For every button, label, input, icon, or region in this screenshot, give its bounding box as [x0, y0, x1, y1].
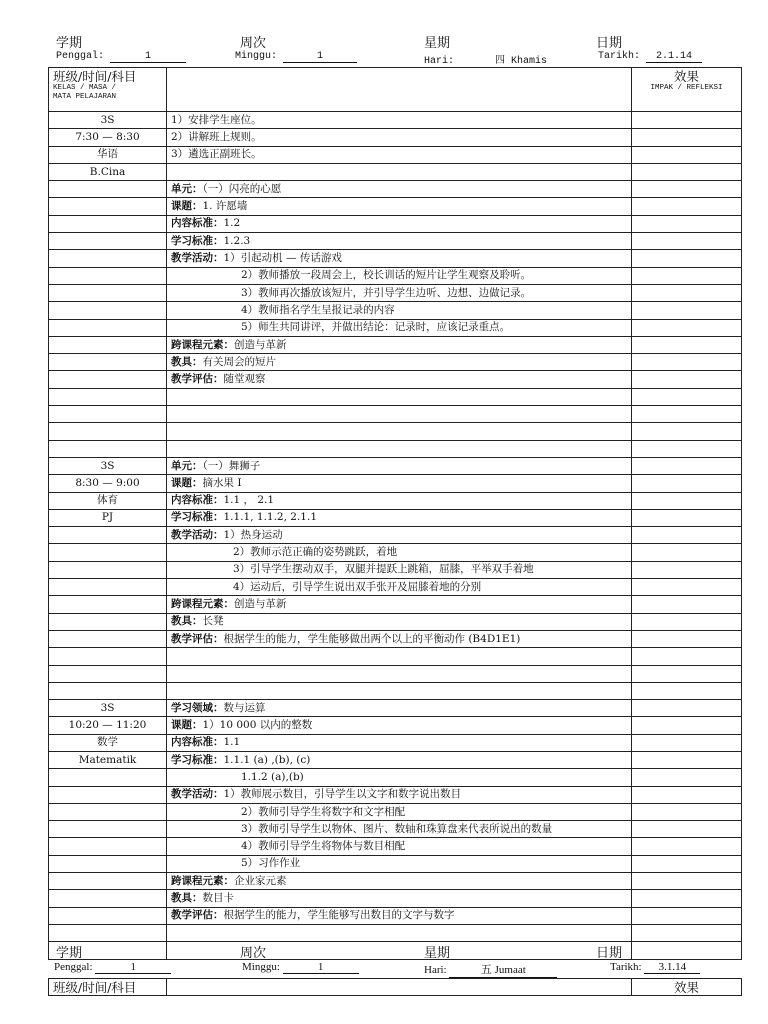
table-row — [49, 284, 742, 301]
kelas-masa-cell — [49, 630, 167, 647]
content-cell — [167, 112, 632, 129]
impak-cell — [632, 769, 742, 786]
field-value: 1）10 000 以内的整数 — [202, 719, 313, 732]
content-cell — [167, 924, 632, 941]
impak-cell — [632, 855, 742, 872]
table-row — [49, 440, 742, 457]
content-cell — [167, 907, 632, 924]
kelas-masa-cell: 3S — [49, 112, 167, 129]
col-kelas-sub2: MATA PELAJARAN — [53, 93, 117, 101]
content-cell — [167, 319, 632, 336]
kelas-masa-cell — [49, 336, 167, 353]
table-row — [49, 821, 742, 838]
col-impak-header-2: 效果 — [632, 979, 742, 996]
content-cell — [167, 302, 632, 319]
kelas-masa-cell — [49, 682, 167, 699]
table-row — [49, 803, 742, 820]
kelas-masa-cell — [49, 319, 167, 336]
impak-cell — [632, 388, 742, 405]
header-top — [48, 32, 740, 66]
table-row — [49, 198, 742, 215]
field-key: 教学活动： — [171, 252, 224, 265]
table-row — [49, 215, 742, 232]
table-row — [49, 336, 742, 353]
table-row — [49, 129, 742, 146]
field-value: 1.1.2 (a),(b) — [241, 770, 304, 783]
table-row — [49, 630, 742, 647]
impak-cell — [632, 544, 742, 561]
kelas-masa-cell — [49, 907, 167, 924]
kelas-masa-cell: PJ — [49, 509, 167, 526]
kelas-masa-cell — [49, 544, 167, 561]
kelas-masa-cell — [49, 250, 167, 267]
table-row — [49, 475, 742, 492]
impak-cell — [632, 406, 742, 423]
impak-cell — [632, 682, 742, 699]
kelas-masa-cell — [49, 406, 167, 423]
hari-cn-label-2: 星期 — [424, 946, 451, 961]
table-row — [49, 648, 742, 665]
field-value: 1.2 — [223, 217, 241, 230]
field-value: 摘水果 I — [202, 476, 242, 489]
table-row — [49, 406, 742, 423]
kelas-masa-cell: 7:30 — 8:30 — [49, 129, 167, 146]
header-bottom — [48, 942, 740, 976]
impak-cell — [632, 475, 742, 492]
field-value: 根据学生的能力，学生能够写出数目的文字与数字 — [223, 909, 455, 922]
impak-cell — [632, 215, 742, 232]
kelas-masa-cell — [49, 613, 167, 630]
content-cell — [167, 354, 632, 371]
col-impak-header — [632, 68, 742, 112]
kelas-masa-cell — [49, 371, 167, 388]
content-cell — [167, 821, 632, 838]
field-key: 单元： — [171, 459, 203, 472]
kelas-masa-cell — [49, 786, 167, 803]
content-cell — [167, 786, 632, 803]
table-row — [49, 769, 742, 786]
impak-cell — [632, 492, 742, 509]
table-row — [49, 924, 742, 941]
table-row — [49, 751, 742, 768]
table-row — [49, 492, 742, 509]
impak-cell — [632, 146, 742, 163]
kelas-masa-cell — [49, 233, 167, 250]
impak-cell — [632, 371, 742, 388]
kelas-masa-cell — [49, 890, 167, 907]
field-value: 1）热身运动 — [223, 528, 283, 541]
field-key: 单元： — [171, 182, 203, 195]
field-key: 教学评估： — [171, 632, 224, 645]
table-row — [49, 250, 742, 267]
field-key: 内容标准： — [171, 494, 224, 507]
content-cell — [167, 388, 632, 405]
field-value: 3）遴选正副班长。 — [171, 148, 262, 161]
impak-cell — [632, 924, 742, 941]
content-cell — [167, 648, 632, 665]
kelas-masa-cell: Matematik — [49, 751, 167, 768]
lesson-plan-table-2-header — [48, 978, 742, 996]
table-row — [49, 423, 742, 440]
minggu-cn-label: 周次 — [240, 36, 267, 51]
field-key: 教具： — [171, 892, 203, 904]
impak-cell — [632, 354, 742, 371]
kelas-masa-cell — [49, 665, 167, 682]
impak-cell — [632, 751, 742, 768]
content-cell — [167, 734, 632, 751]
table-row — [49, 302, 742, 319]
kelas-masa-cell — [49, 596, 167, 613]
content-cell — [167, 700, 632, 717]
impak-cell — [632, 163, 742, 180]
field-key: 学习标准： — [171, 511, 224, 524]
field-value: 1.2.3 — [223, 234, 251, 247]
col-content-header — [167, 68, 632, 112]
kelas-masa-cell: 体育 — [49, 492, 167, 509]
hari-field: Hari: 四 Khamis — [424, 51, 582, 68]
field-value: 4）运动后，引导学生说出双手张开及屈膝着地的分别 — [233, 580, 482, 593]
table-row — [49, 233, 742, 250]
content-cell — [167, 682, 632, 699]
content-cell — [167, 527, 632, 544]
impak-cell — [632, 457, 742, 474]
col-kelas-title: 班级/时间/科目 — [53, 69, 137, 84]
kelas-masa-cell — [49, 440, 167, 457]
content-cell — [167, 596, 632, 613]
field-value: 随堂观察 — [223, 373, 266, 386]
kelas-masa-cell — [49, 527, 167, 544]
field-value: 创造与革新 — [234, 338, 287, 351]
table-row — [49, 838, 742, 855]
impak-cell — [632, 198, 742, 215]
impak-cell — [632, 803, 742, 820]
impak-cell — [632, 336, 742, 353]
tarikh-cn-label-2: 日期 — [596, 946, 623, 961]
content-cell — [167, 198, 632, 215]
kelas-masa-cell: 8:30 — 9:00 — [49, 475, 167, 492]
kelas-masa-cell — [49, 855, 167, 872]
content-cell — [167, 371, 632, 388]
impak-cell — [632, 821, 742, 838]
impak-cell — [632, 561, 742, 578]
table-row — [49, 561, 742, 578]
impak-cell — [632, 907, 742, 924]
content-cell — [167, 544, 632, 561]
table-row — [49, 319, 742, 336]
penggal-cn-label: 学期 — [56, 36, 83, 51]
field-value: 2）教师播放一段周会上，校长训话的短片让学生观察及聆听。 — [241, 269, 532, 282]
field-value: 数目卡 — [202, 892, 234, 904]
tarikh-cn-label: 日期 — [596, 36, 623, 51]
content-cell — [167, 579, 632, 596]
kelas-masa-cell — [49, 198, 167, 215]
field-key: 内容标准： — [171, 736, 224, 749]
table-row — [49, 855, 742, 872]
content-cell — [167, 129, 632, 146]
content-cell — [167, 855, 632, 872]
content-cell — [167, 475, 632, 492]
impak-cell — [632, 873, 742, 890]
minggu-cn-label-2: 周次 — [240, 946, 267, 961]
tarikh-field-2: Tarikh: 3.1.14 — [610, 961, 700, 974]
table-row — [49, 457, 742, 474]
content-cell — [167, 284, 632, 301]
kelas-masa-cell — [49, 769, 167, 786]
penggal-cn-label-2: 学期 — [56, 946, 83, 961]
field-value: （一）闪亮的心愿 — [202, 182, 282, 195]
content-cell — [167, 630, 632, 647]
content-cell — [167, 215, 632, 232]
field-key: 学习标准： — [171, 753, 224, 766]
content-cell — [167, 492, 632, 509]
field-key: 跨课程元素： — [171, 874, 234, 887]
table-header-row — [49, 68, 742, 112]
table-row — [49, 665, 742, 682]
field-value: 2）教师示范正确的姿势跳跃，着地 — [233, 546, 398, 559]
table-row — [49, 890, 742, 907]
table-row — [49, 613, 742, 630]
field-key: 内容标准： — [171, 217, 224, 230]
field-value: 数与运算 — [223, 701, 266, 714]
field-value: 1.1.1 (a) ,(b), (c) — [223, 753, 311, 766]
table-row — [49, 682, 742, 699]
impak-cell — [632, 630, 742, 647]
hari-cn-label: 星期 — [424, 36, 451, 51]
content-cell — [167, 233, 632, 250]
table-row — [49, 371, 742, 388]
table-header-row-2 — [49, 979, 742, 996]
table-row — [49, 700, 742, 717]
kelas-masa-cell: B.Cina — [49, 163, 167, 180]
field-key: 学习标准： — [171, 234, 224, 247]
impak-cell — [632, 181, 742, 198]
field-value: 企业家元素 — [234, 874, 287, 887]
impak-cell — [632, 613, 742, 630]
kelas-masa-cell — [49, 302, 167, 319]
impak-cell — [632, 509, 742, 526]
kelas-masa-cell — [49, 284, 167, 301]
kelas-masa-cell — [49, 388, 167, 405]
hari-field-2: Hari: 五 Jumaat — [424, 961, 557, 978]
content-cell — [167, 838, 632, 855]
impak-cell — [632, 423, 742, 440]
kelas-masa-cell — [49, 181, 167, 198]
penggal-field-2: Penggal: 1 — [54, 961, 171, 974]
field-key: 教学活动： — [171, 788, 224, 801]
impak-cell — [632, 284, 742, 301]
content-cell — [167, 803, 632, 820]
kelas-masa-cell: 数学 — [49, 734, 167, 751]
table-row — [49, 544, 742, 561]
kelas-masa-cell — [49, 561, 167, 578]
field-key: 教学评估： — [171, 373, 224, 386]
field-value: 1.1 — [223, 736, 241, 749]
kelas-masa-cell — [49, 354, 167, 371]
field-value: 2）讲解班上规则。 — [171, 130, 262, 143]
field-key: 教学活动： — [171, 528, 224, 541]
penggal-field: Penggal: 1 — [56, 51, 186, 63]
field-value: 2）教师引导学生将数字和文字相配 — [241, 805, 406, 818]
field-value: （一）舞狮子 — [202, 459, 261, 472]
kelas-masa-cell — [49, 873, 167, 890]
kelas-masa-cell: 10:20 — 11:20 — [49, 717, 167, 734]
table-row — [49, 786, 742, 803]
impak-cell — [632, 579, 742, 596]
table-row — [49, 873, 742, 890]
kelas-masa-cell — [49, 423, 167, 440]
impak-cell — [632, 319, 742, 336]
table-row — [49, 163, 742, 180]
content-cell — [167, 613, 632, 630]
field-value: 1.1.1, 1.1.2, 2.1.1 — [223, 511, 318, 524]
col-kelas-sub1: KELAS / MASA / — [53, 84, 117, 92]
impak-cell — [632, 648, 742, 665]
field-value: 4）教师引导学生将物体与数目相配 — [241, 840, 406, 853]
kelas-masa-cell: 华语 — [49, 146, 167, 163]
content-cell — [167, 267, 632, 284]
field-key: 跨课程元素： — [171, 597, 234, 610]
impak-cell — [632, 267, 742, 284]
field-value: 有关周会的短片 — [202, 355, 276, 368]
field-key: 课题： — [171, 719, 203, 732]
field-key: 教具： — [171, 615, 203, 628]
content-cell — [167, 457, 632, 474]
impak-cell — [632, 838, 742, 855]
impak-cell — [632, 112, 742, 129]
field-value: 1）安排学生座位。 — [171, 113, 262, 126]
col-content-header-2 — [167, 979, 632, 996]
field-value: 1）教师展示数目，引导学生以文字和数字说出数目 — [223, 788, 462, 801]
content-cell — [167, 751, 632, 768]
impak-cell — [632, 440, 742, 457]
table-row — [49, 267, 742, 284]
col-kelas-header-2: 班级/时间/科目 — [49, 979, 167, 996]
content-cell — [167, 440, 632, 457]
kelas-masa-cell — [49, 924, 167, 941]
content-cell — [167, 665, 632, 682]
field-key: 课题： — [171, 476, 203, 489]
content-cell — [167, 336, 632, 353]
table-row — [49, 907, 742, 924]
table-row — [49, 509, 742, 526]
lesson-plan-table — [48, 67, 742, 960]
field-value: 5）师生共同讲评，并做出结论：记录时，应该记录重点。 — [241, 321, 511, 334]
impak-cell — [632, 717, 742, 734]
kelas-masa-cell — [49, 821, 167, 838]
impak-cell — [632, 734, 742, 751]
field-value: 1. 许愿墙 — [202, 200, 248, 213]
field-value: 5）习作作业 — [241, 857, 301, 870]
table-row — [49, 354, 742, 371]
kelas-masa-cell: 3S — [49, 700, 167, 717]
table-row — [49, 388, 742, 405]
impak-cell — [632, 786, 742, 803]
kelas-masa-cell — [49, 803, 167, 820]
impak-cell — [632, 700, 742, 717]
impak-cell — [632, 233, 742, 250]
field-key: 教具： — [171, 355, 203, 368]
field-value: 1）引起动机 — 传话游戏 — [223, 252, 342, 265]
table-row — [49, 734, 742, 751]
content-cell — [167, 250, 632, 267]
impak-cell — [632, 527, 742, 544]
table-row — [49, 146, 742, 163]
kelas-masa-cell — [49, 267, 167, 284]
field-value: 3）引导学生摆动双手，双腿并提跃上跳箱，屈膝，平举双手着地 — [233, 563, 534, 576]
minggu-field: Minggu: 1 — [235, 51, 357, 63]
impak-cell — [632, 890, 742, 907]
impak-cell — [632, 129, 742, 146]
content-cell — [167, 509, 632, 526]
field-value: 创造与革新 — [234, 597, 287, 610]
content-cell — [167, 181, 632, 198]
content-cell — [167, 406, 632, 423]
kelas-masa-cell — [49, 838, 167, 855]
tarikh-field: Tarikh: 2.1.14 — [598, 51, 702, 63]
table-row — [49, 579, 742, 596]
content-cell — [167, 423, 632, 440]
col-impak-sub: IMPAK / REFLEKSI — [650, 84, 723, 92]
field-value: 长凳 — [202, 615, 224, 628]
field-key: 教学评估： — [171, 909, 224, 922]
field-value: 1.1 ， 2.1 — [223, 494, 275, 507]
table-row — [49, 181, 742, 198]
content-cell — [167, 890, 632, 907]
kelas-masa-cell — [49, 579, 167, 596]
kelas-masa-cell — [49, 648, 167, 665]
field-value: 4）教师指名学生呈报记录的内容 — [241, 303, 395, 316]
field-value: 3）教师引导学生以物体、图片、数轴和珠算盘来代表所说出的数量 — [241, 822, 553, 835]
impak-cell — [632, 302, 742, 319]
minggu-field-2: Minggu: 1 — [242, 961, 359, 974]
table-row — [49, 112, 742, 129]
col-kelas-header — [49, 68, 167, 112]
content-cell — [167, 163, 632, 180]
content-cell — [167, 146, 632, 163]
kelas-masa-cell — [49, 215, 167, 232]
impak-cell — [632, 250, 742, 267]
col-impak-title: 效果 — [673, 69, 699, 84]
table-row — [49, 717, 742, 734]
content-cell — [167, 561, 632, 578]
impak-cell — [632, 596, 742, 613]
field-key: 学习领域： — [171, 701, 224, 714]
field-key: 课题： — [171, 200, 203, 213]
content-cell — [167, 873, 632, 890]
impak-cell — [632, 665, 742, 682]
table-row — [49, 596, 742, 613]
kelas-masa-cell: 3S — [49, 457, 167, 474]
content-cell — [167, 769, 632, 786]
table-row — [49, 527, 742, 544]
field-value: 3）教师再次播放该短片，并引导学生边听、边想、边做记录。 — [241, 286, 532, 299]
content-cell — [167, 717, 632, 734]
field-key: 跨课程元素： — [171, 338, 234, 351]
field-value: 根据学生的能力，学生能够做出两个以上的平衡动作 (B4D1E1) — [223, 632, 521, 645]
